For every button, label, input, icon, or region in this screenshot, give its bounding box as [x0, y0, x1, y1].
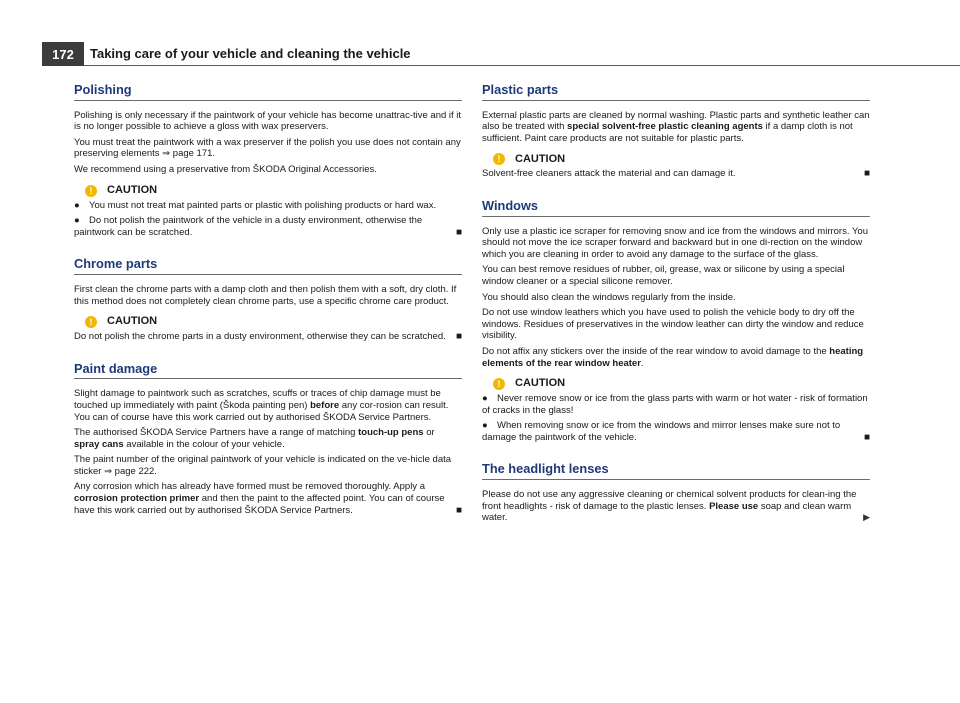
warning-icon: !: [493, 378, 505, 390]
paragraph: External plastic parts are cleaned by normal washing. Plastic parts and synthetic leather can also be treated with special solvent-free plastic cleaning agents if a damp cloth is not sufficient. Paint care products are not suitable for plastic parts.: [482, 109, 870, 144]
caution-title: CAUTION: [515, 152, 566, 165]
caution-box: [482, 153, 870, 180]
warning-icon: !: [85, 316, 97, 328]
paragraph: Any corrosion which has already have formed must be removed thoroughly. Apply a corrosion protection primer and then the paint to the affected point. You can of course have this work carried out by authorised ŠKODA Service Partners. ■: [74, 481, 462, 516]
caution-box: [74, 316, 462, 343]
section-end-icon: ■: [863, 431, 870, 443]
continue-arrow-icon: ▶: [863, 512, 870, 523]
page-header: [42, 42, 960, 66]
caution-text: Do not polish the chrome parts in a dusty environment, otherwise they can be scratched. ■: [74, 331, 462, 343]
section-end-icon: ■: [455, 331, 462, 343]
bullet-icon: ●: [74, 215, 80, 227]
section-heading-plastic: Plastic parts: [482, 84, 870, 101]
page-number: 172: [42, 42, 84, 66]
section-heading-windows: Windows: [482, 200, 870, 217]
bullet-icon: ●: [482, 393, 488, 405]
paragraph: Polishing is only necessary if the paintwork of your vehicle has become unattrac-tive and if it is no longer possible to achieve a gloss with wax preservers.: [74, 109, 462, 133]
bullet-item: ● Do not polish the paintwork of the vehicle in a dusty environment, otherwise the paintwork can be scratched. ■: [74, 215, 462, 238]
section-end-icon: ■: [455, 226, 462, 238]
paragraph: We recommend using a preservative from ŠKODA Original Accessories.: [74, 163, 377, 175]
section-heading-chrome: Chrome parts: [74, 258, 462, 275]
chapter-title: Taking care of your vehicle and cleaning the vehicle: [90, 46, 411, 61]
caution-box: [74, 185, 462, 239]
bullet-icon: ●: [482, 420, 488, 432]
section-heading-headlight: The headlight lenses: [482, 463, 870, 480]
header-divider: [84, 65, 960, 66]
warning-icon: !: [493, 153, 505, 165]
bullet-item: ● When removing snow or ice from the windows and mirror lenses make sure not to damage the paintwork of the vehicle. ■: [482, 420, 870, 443]
bullet-item: ● Never remove snow or ice from the glass parts with warm or hot water - risk of formation of cracks in the glass!: [482, 393, 868, 416]
paragraph: The paint number of the original paintwork of your vehicle is indicated on the ve-hicle data sticker ⇒ page 222.: [74, 454, 452, 477]
paragraph: Only use a plastic ice scraper for removing snow and ice from the windows and mirrors. You should not move the ice scraper forward and backward but in one di-rection on the window which you are cleaning in order to avoid any damage to the surface of the glass.: [482, 225, 868, 260]
paragraph: You must treat the paintwork with a wax preserver if the polish you use does not contain any preserving elements ⇒ page 171.: [74, 136, 461, 160]
section-end-icon: ■: [863, 168, 870, 180]
caution-text: Solvent-free cleaners attack the material and can damage it. ■: [482, 168, 870, 180]
caution-title: CAUTION: [107, 315, 158, 328]
caution-title: CAUTION: [107, 183, 158, 196]
right-column: [482, 84, 870, 528]
paragraph: Slight damage to paintwork such as scratches, scuffs or traces of chip damage must be touched up immediately with paint (Škoda painting pen) before any cor-rosion can result. You can of course have this work carried out by authorised ŠKODA Service Partners.: [74, 388, 449, 423]
caution-title: CAUTION: [515, 377, 566, 390]
caution-box: [482, 378, 870, 443]
paragraph: Please do not use any aggressive cleaning or chemical solvent products for clean-ing the front headlights - risk of damage to the plastic lenses. Please use soap and clean warm water. ▶: [482, 489, 870, 524]
paragraph: You should also clean the windows regularly from the inside.: [482, 291, 736, 303]
paragraph: Do not affix any stickers over the inside of the rear window to avoid damage to the heating elements of the rear window heater.: [482, 345, 864, 369]
warning-icon: !: [85, 185, 97, 197]
paragraph: Do not use window leathers which you have used to polish the vehicle body to dry off the windows. Residues of preservatives in the window leather can dirty the window and reduce visibility.: [482, 307, 864, 342]
section-heading-paint-damage: Paint damage: [74, 363, 462, 380]
paragraph: The authorised ŠKODA Service Partners have a range of matching touch-up pens or spray cans available in the colour of your vehicle.: [74, 427, 435, 450]
bullet-icon: ●: [74, 199, 80, 211]
paragraph: First clean the chrome parts with a damp cloth and then polish them with a soft, dry cloth. If this method does not completely clean chrome parts, use a specific chrome care product.: [74, 283, 457, 307]
section-heading-polishing: Polishing: [74, 84, 462, 101]
left-column: [74, 84, 462, 520]
bullet-item: ● You must not treat mat painted parts or plastic with polishing products or hard wax.: [74, 199, 437, 211]
section-end-icon: ■: [455, 504, 462, 516]
paragraph: You can best remove residues of rubber, oil, grease, wax or silicone by using a special window cleaner or a special silicone remover.: [482, 264, 845, 287]
